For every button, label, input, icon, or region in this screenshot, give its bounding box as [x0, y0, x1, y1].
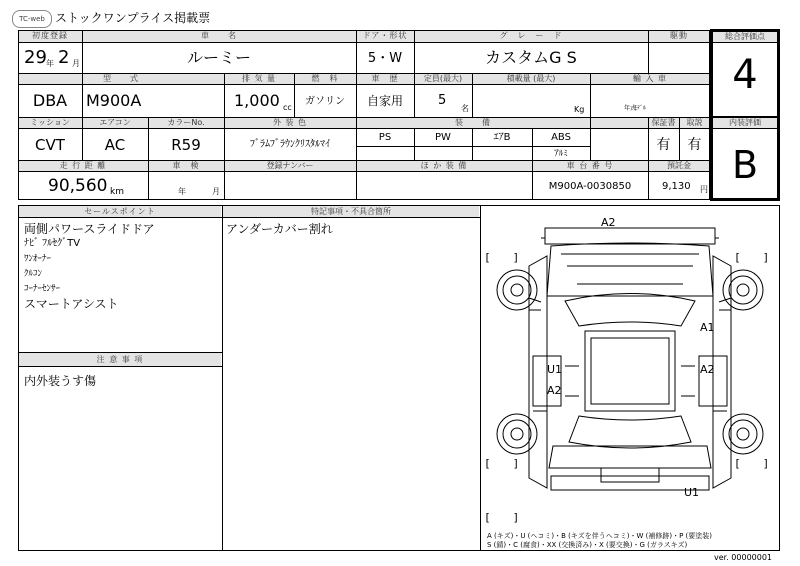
label-door-shape: ドア・形状 [362, 31, 408, 40]
label-aircon: エアコン [99, 118, 131, 127]
version-label: ver. 00000001 [714, 553, 773, 562]
equipment-item: PS [378, 132, 392, 143]
load-unit: Kg [574, 105, 585, 114]
equipment-item: ｱﾙﾐ [554, 149, 568, 159]
damage-mark: A2 [700, 363, 715, 376]
label-notes: 注 意 事 項 [96, 355, 144, 364]
label-fuel: 燃 料 [311, 74, 339, 83]
damage-mark: A1 [700, 321, 715, 334]
legend-line: A (キズ)・U (ヘコミ)・B (キズを伴うヘコミ)・W (補修跡)・P (要塗装) [487, 532, 713, 540]
grade-value: カスタムG S [485, 48, 577, 67]
import-year-label: 年式 [624, 105, 637, 112]
bracket-box: [ ] [734, 251, 770, 264]
label-other-equipment: ほ か 装 備 [420, 161, 468, 170]
selling-point-item: 両側パワースライドドア [24, 222, 155, 236]
mileage-unit: km [110, 187, 124, 197]
label-mileage: 走 行 距 離 [59, 161, 107, 170]
label-equipment: 装 備 [455, 118, 491, 127]
first-reg-month: 2 [58, 47, 70, 68]
model-prefix: DBA [32, 91, 68, 110]
first-reg-year-unit: 年 [46, 59, 54, 68]
aircon-value: AC [104, 136, 126, 154]
capacity-unit: 名 [461, 104, 469, 113]
label-color-no: カラーNo. [167, 118, 205, 127]
deposit-value: 9,130 [662, 181, 691, 192]
fuel-value: ガソリン [305, 96, 345, 107]
deposit-unit: 円 [700, 185, 708, 194]
label-overall-grade: 総合評価点 [725, 32, 765, 41]
exterior-color-value: ﾌﾞﾗﾑﾌﾞﾗｳﾝｸﾘｽﾀﾙﾏｲ [250, 139, 330, 150]
label-exterior-color: 外 装 色 [272, 118, 308, 127]
equipment-item: ABS [551, 132, 571, 143]
bracket-box: [ ] [484, 457, 520, 470]
label-import: 輸 入 車 [632, 74, 668, 83]
first-reg-year: 29 [24, 47, 47, 68]
label-displacement: 排 気 量 [241, 74, 277, 83]
label-warranty: 保証書 [651, 118, 676, 127]
label-selling-points: セールスポイント [84, 207, 156, 216]
warranty-value: 有 [656, 137, 671, 153]
inspection-year-unit: 年 [178, 187, 186, 196]
selling-point-item: ﾜﾝｵｰﾅｰ [24, 254, 52, 264]
color-no-value: R59 [171, 136, 201, 154]
chassis-value: M900A-0030850 [548, 181, 632, 192]
selling-point-item: ｺｰﾅｰｾﾝｻｰ [24, 284, 61, 294]
label-reg-number: 登録ナンバー [266, 161, 314, 170]
label-deposit: 預託金 [667, 161, 691, 170]
label-model: 型 式 [103, 74, 139, 83]
model-value: M900A [86, 91, 142, 110]
label-mission: ミッション [30, 118, 70, 127]
inspection-month-unit: 月 [212, 187, 220, 196]
selling-point-item: ｸﾙｺﾝ [24, 269, 43, 279]
bracket-box: [ ] [484, 511, 520, 524]
damage-mark: A2 [547, 384, 562, 397]
note-item: 内外装うす傷 [24, 374, 97, 388]
manual-value: 有 [687, 137, 702, 153]
displacement-unit: cc [283, 103, 292, 112]
displacement-value: 1,000 [234, 91, 280, 110]
label-first-registration: 初度登録 [32, 31, 68, 40]
logo [12, 10, 52, 28]
label-remarks: 特記事項・不具合箇所 [311, 207, 391, 216]
remark-item: アンダーカバー割れ [226, 222, 333, 236]
label-grade: グ レ ー ド [499, 31, 563, 40]
equipment-item: ｴｱB [493, 132, 511, 143]
label-car-name: 車 名 [201, 31, 237, 40]
history-value: 自家用 [366, 94, 403, 108]
label-history: 車 歴 [371, 74, 399, 83]
interior-grade-value: B [731, 143, 759, 187]
page-title: ストックワンプライス掲載票 [55, 11, 211, 25]
label-load: 積載量 (最大) [506, 74, 556, 83]
damage-mark: A2 [601, 216, 616, 229]
mission-value: CVT [35, 136, 65, 154]
door-shape-value: 5・W [367, 51, 403, 66]
label-chassis: 車 台 番 号 [566, 161, 614, 170]
damage-mark: U1 [684, 486, 700, 499]
label-interior-grade: 内装評価 [729, 118, 761, 127]
label-manual: 取説 [686, 118, 703, 127]
car-name-value: ルーミー [186, 48, 251, 67]
equipment-item: PW [435, 132, 451, 143]
mileage-value: 90,560 [48, 176, 108, 196]
selling-point-item: ﾅﾋﾞ ﾌﾙｾｸﾞTV [24, 238, 81, 249]
label-capacity: 定員(最大) [423, 74, 463, 83]
import-model-label: ﾓﾃﾞﾙ [634, 105, 647, 112]
overall-grade-value: 4 [732, 52, 758, 98]
damage-mark: U1 [547, 363, 563, 376]
legend-line: S (錆)・C (腐食)・XX (交換済み)・X (要交換)・G (ガラスキズ) [487, 541, 688, 549]
logo-text: TC-web [19, 15, 45, 23]
label-drive: 駆動 [670, 31, 688, 40]
label-inspection: 車 検 [172, 161, 200, 170]
bracket-box: [ ] [484, 251, 520, 264]
bracket-box: [ ] [734, 457, 770, 470]
first-reg-month-unit: 月 [72, 59, 80, 68]
selling-point-item: スマートアシスト [24, 297, 119, 311]
capacity-value: 5 [438, 93, 447, 108]
